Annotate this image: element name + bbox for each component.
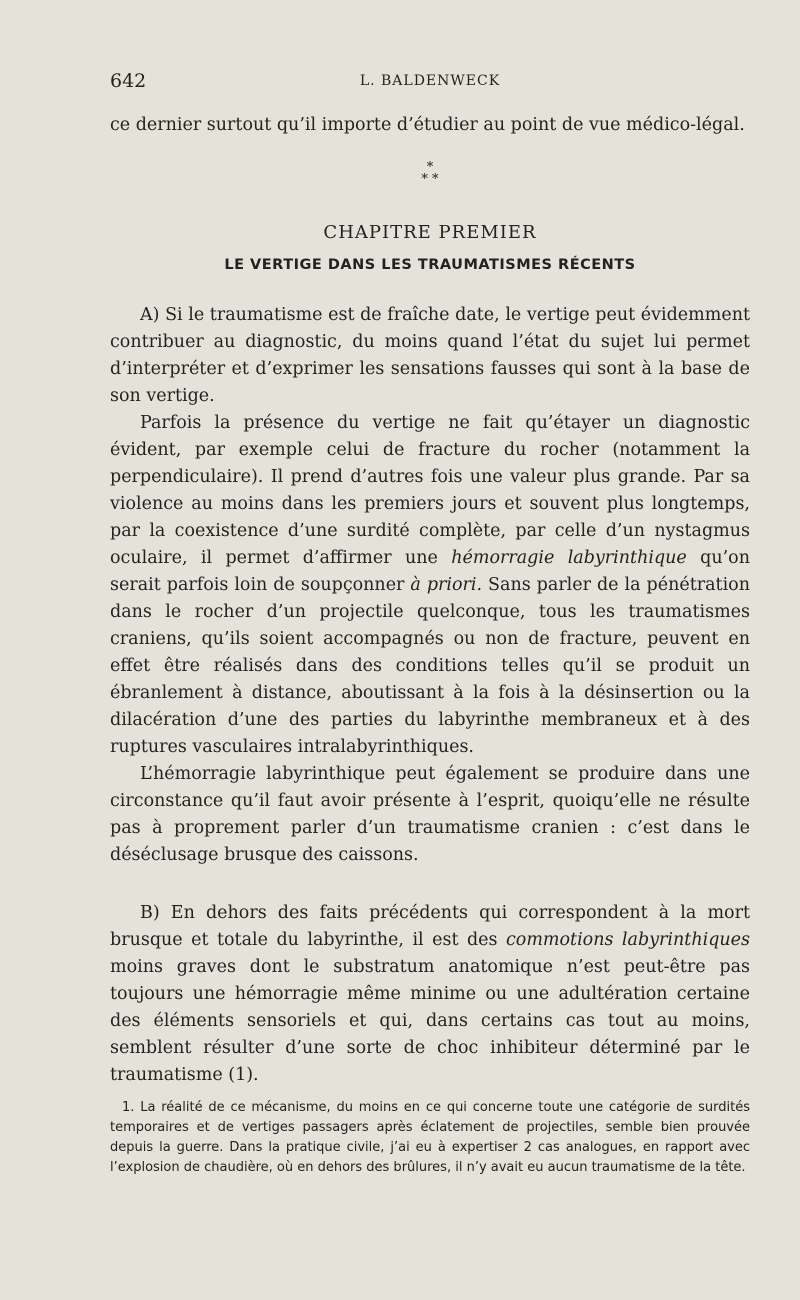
running-head: L. BALDENWECK: [359, 73, 501, 89]
section-a-p2-text-2: qu’on serait parfois loin de soupçonner: [110, 548, 750, 595]
page-number: 642: [110, 70, 147, 92]
separator-stars-bottom: * *: [421, 172, 439, 187]
chapter-subtitle: LE VERTIGE DANS LES TRAUMATISMES RÉCENTS: [224, 257, 636, 273]
section-a-p2-italic-2: à priori.: [410, 575, 483, 595]
section-a-p2-text-3: Sans parler de la pénétration dans le rocher d’un projectile quelconque, tous les traumatismes craniens, qu’ils soient accompagnés ou non de fracture, peuvent en effet être réalisés dans des conditions telles qu’il se produit un ébranlement à distance, aboutissant à la fois à la désinsertion ou la dilacération d’une des parties du labyrinthe membraneux et à des ruptures vasculaires intralabyrinthiques.: [110, 575, 750, 757]
section-a-paragraph-2: [110, 410, 750, 761]
section-a-paragraph-3: L’hémorragie labyrinthique peut également se produire dans une circonstance qu’il faut avoir présente à l’esprit, quoiqu’elle ne résulte pas à proprement parler d’un traumatisme cranien : c’est dans le déséclusage brusque des caissons.: [110, 764, 750, 865]
section-a-paragraph-1: A) Si le traumatisme est de fraîche date, le vertige peut évidemment contribuer au diagnostic, du moins quand l’état du sujet lui permet d’interpréter et d’exprimer les sensations fausses qui sont à la base de son vertige.: [110, 305, 750, 406]
section-b-paragraph-1: [110, 900, 750, 1089]
section-b-p1-italic: commotions labyrinthiques: [505, 930, 750, 950]
footnote: 1. La réalité de ce mécanisme, du moins en ce qui concerne toute une catégorie de surdités temporaires et de vertiges passagers après éclatement de projectiles, semble bien prouvée depuis la guerre. Dans la pratique civile, j’ai eu à expertiser 2 cas analogues, en rapport avec l’explosion de chaudière, où en dehors des brûlures, il n’y avait eu aucun traumatisme de la tête.: [110, 1100, 750, 1175]
section-a-p2-italic-1: hémorragie labyrinthique: [451, 548, 687, 568]
section-b-p1-text-2: moins graves dont le substratum anatomique n’est peut-être pas toujours une hémorragie même minime ou une adultération certaine des éléments sensoriels et qui, dans certains cas tout au moins, semblent résulter d’une sorte de choc inhibiteur déterminé par le traumatisme (1).: [110, 957, 750, 1085]
section-a-p2-text-1: Parfois la présence du vertige ne fait qu’étayer un diagnostic évident, par exemple celui de fracture du rocher (notamment la perpendiculaire). Il prend d’autres fois une valeur plus grande. Par sa violence au moins dans les premiers jours et souvent plus longtemps, par la coexistence d’une surdité complète, par celle d’un nystagmus oculaire, il permet d’affirmer une: [110, 413, 750, 568]
intro-paragraph: [110, 112, 750, 139]
section-b: [110, 900, 750, 1089]
page-header: [110, 70, 750, 94]
separator-star-top: *: [426, 160, 434, 175]
section-a: [110, 302, 750, 869]
chapter-title: CHAPITRE PREMIER: [323, 222, 537, 243]
section-b-p1-text-1: B) En dehors des faits précédents qui correspondent à la mort brusque et totale du labyrinthe, il est des: [110, 903, 750, 950]
intro-text: ce dernier surtout qu’il importe d’étudier au point de vue médico-légal.: [110, 115, 745, 135]
section-separator: [110, 162, 750, 186]
